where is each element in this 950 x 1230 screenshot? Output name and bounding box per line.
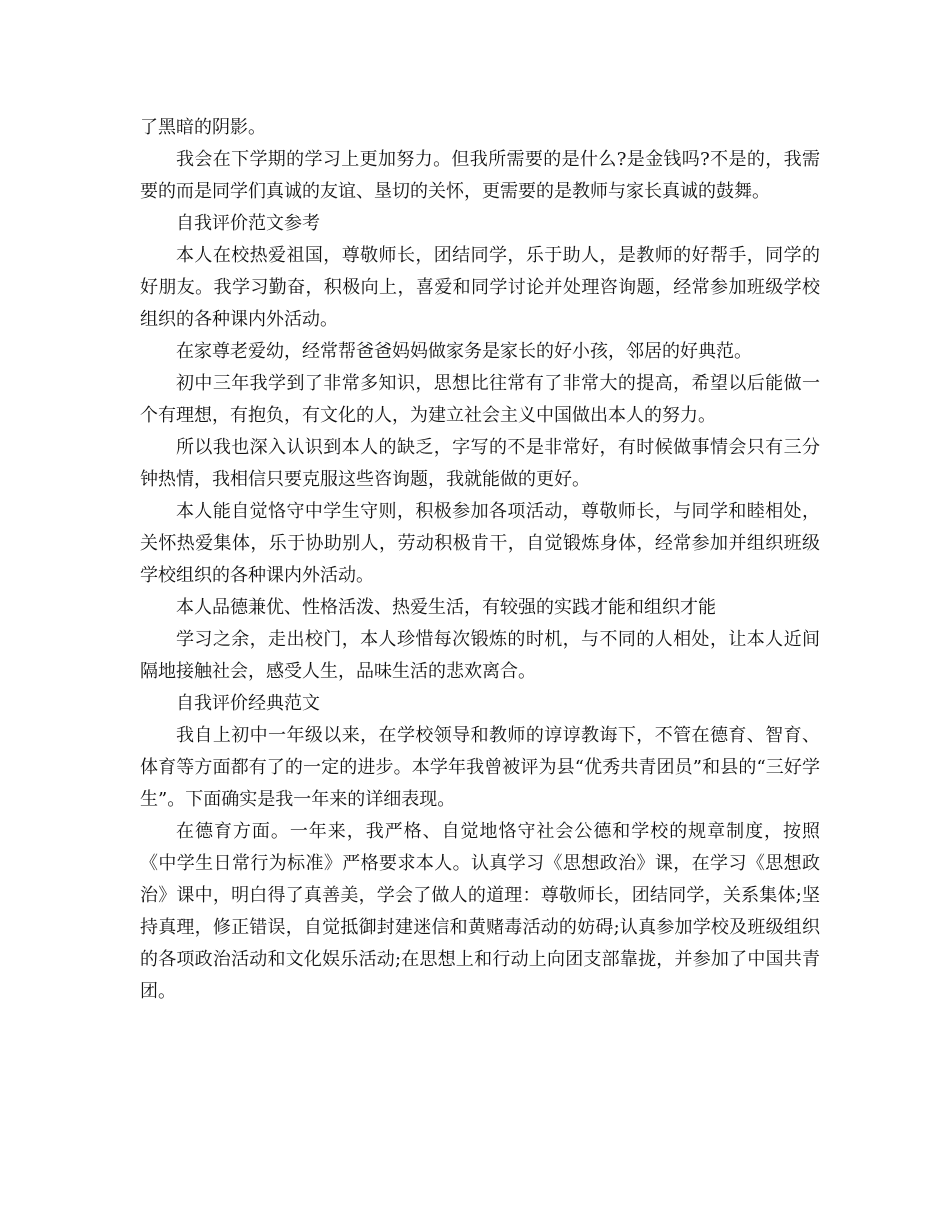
paragraph: 我会在下学期的学习上更加努力。但我所需要的是什么?是金钱吗?不是的，我需要的而是同学们真诚的友谊、垦切的关怀，更需要的是教师与家长真诚的鼓舞。 [140, 149, 820, 202]
paragraph: 我自上初中一年级以来，在学校领导和教师的谆谆教诲下，不管在德育、智育、体育等方面都有了的一定的进步。本学年我曾被评为县“优秀共青团员”和县的“三好学生”。下面确实是我一年来的详细表现。 [140, 725, 820, 810]
paragraph: 了黑暗的阴影。 [140, 117, 266, 138]
paragraph: 自我评价经典范文 [176, 693, 320, 714]
document-body [140, 112, 820, 1008]
paragraph: 初中三年我学到了非常多知识，思想比往常有了非常大的提高，希望以后能做一个有理想，有抱负，有文化的人，为建立社会主义中国做出本人的努力。 [140, 373, 820, 426]
paragraph: 所以我也深入认识到本人的缺乏，字写的不是非常好，有时候做事情会只有三分钟热情，我相信只要克服这些咨询题，我就能做的更好。 [140, 437, 820, 490]
paragraph: 本人能自觉恪守中学生守则，积极参加各项活动，尊敬师长，与同学和睦相处，关怀热爱集体，乐于协助别人，劳动积极肯干，自觉锻炼身体，经常参加并组织班级学校组织的各种课内外活动。 [140, 501, 820, 586]
paragraph: 学习之余，走出校门，本人珍惜每次锻炼的时机，与不同的人相处，让本人近间隔地接触社会，感受人生，品味生活的悲欢离合。 [140, 629, 820, 682]
paragraph: 在家尊老爱幼，经常帮爸爸妈妈做家务是家长的好小孩，邻居的好典范。 [176, 341, 752, 362]
paragraph: 本人在校热爱祖国，尊敬师长，团结同学，乐于助人，是教师的好帮手，同学的好朋友。我学习勤奋，积极向上，喜爱和同学讨论并处理咨询题，经常参加班级学校组织的各种课内外活动。 [140, 245, 820, 330]
paragraph: 本人品德兼优、性格活泼、热爱生活，有较强的实践才能和组织才能 [176, 597, 716, 618]
paragraph: 自我评价范文参考 [176, 213, 320, 234]
paragraph: 在德育方面。一年来，我严格、自觉地恪守社会公德和学校的规章制度，按照《中学生日常行为标准》严格要求本人。认真学习《思想政治》课，在学习《思想政治》课中，明白得了真善美，学会了做人的道理：尊敬师长，团结同学，关系集体;坚持真理，修正错误，自觉抵御封建迷信和黄赌毒活动的妨碍;认真参加学校及班级组织的各项政治活动和文化娱乐活动;在思想上和行动上向团支部靠拢，并参加了中国共青团。 [140, 821, 820, 1002]
